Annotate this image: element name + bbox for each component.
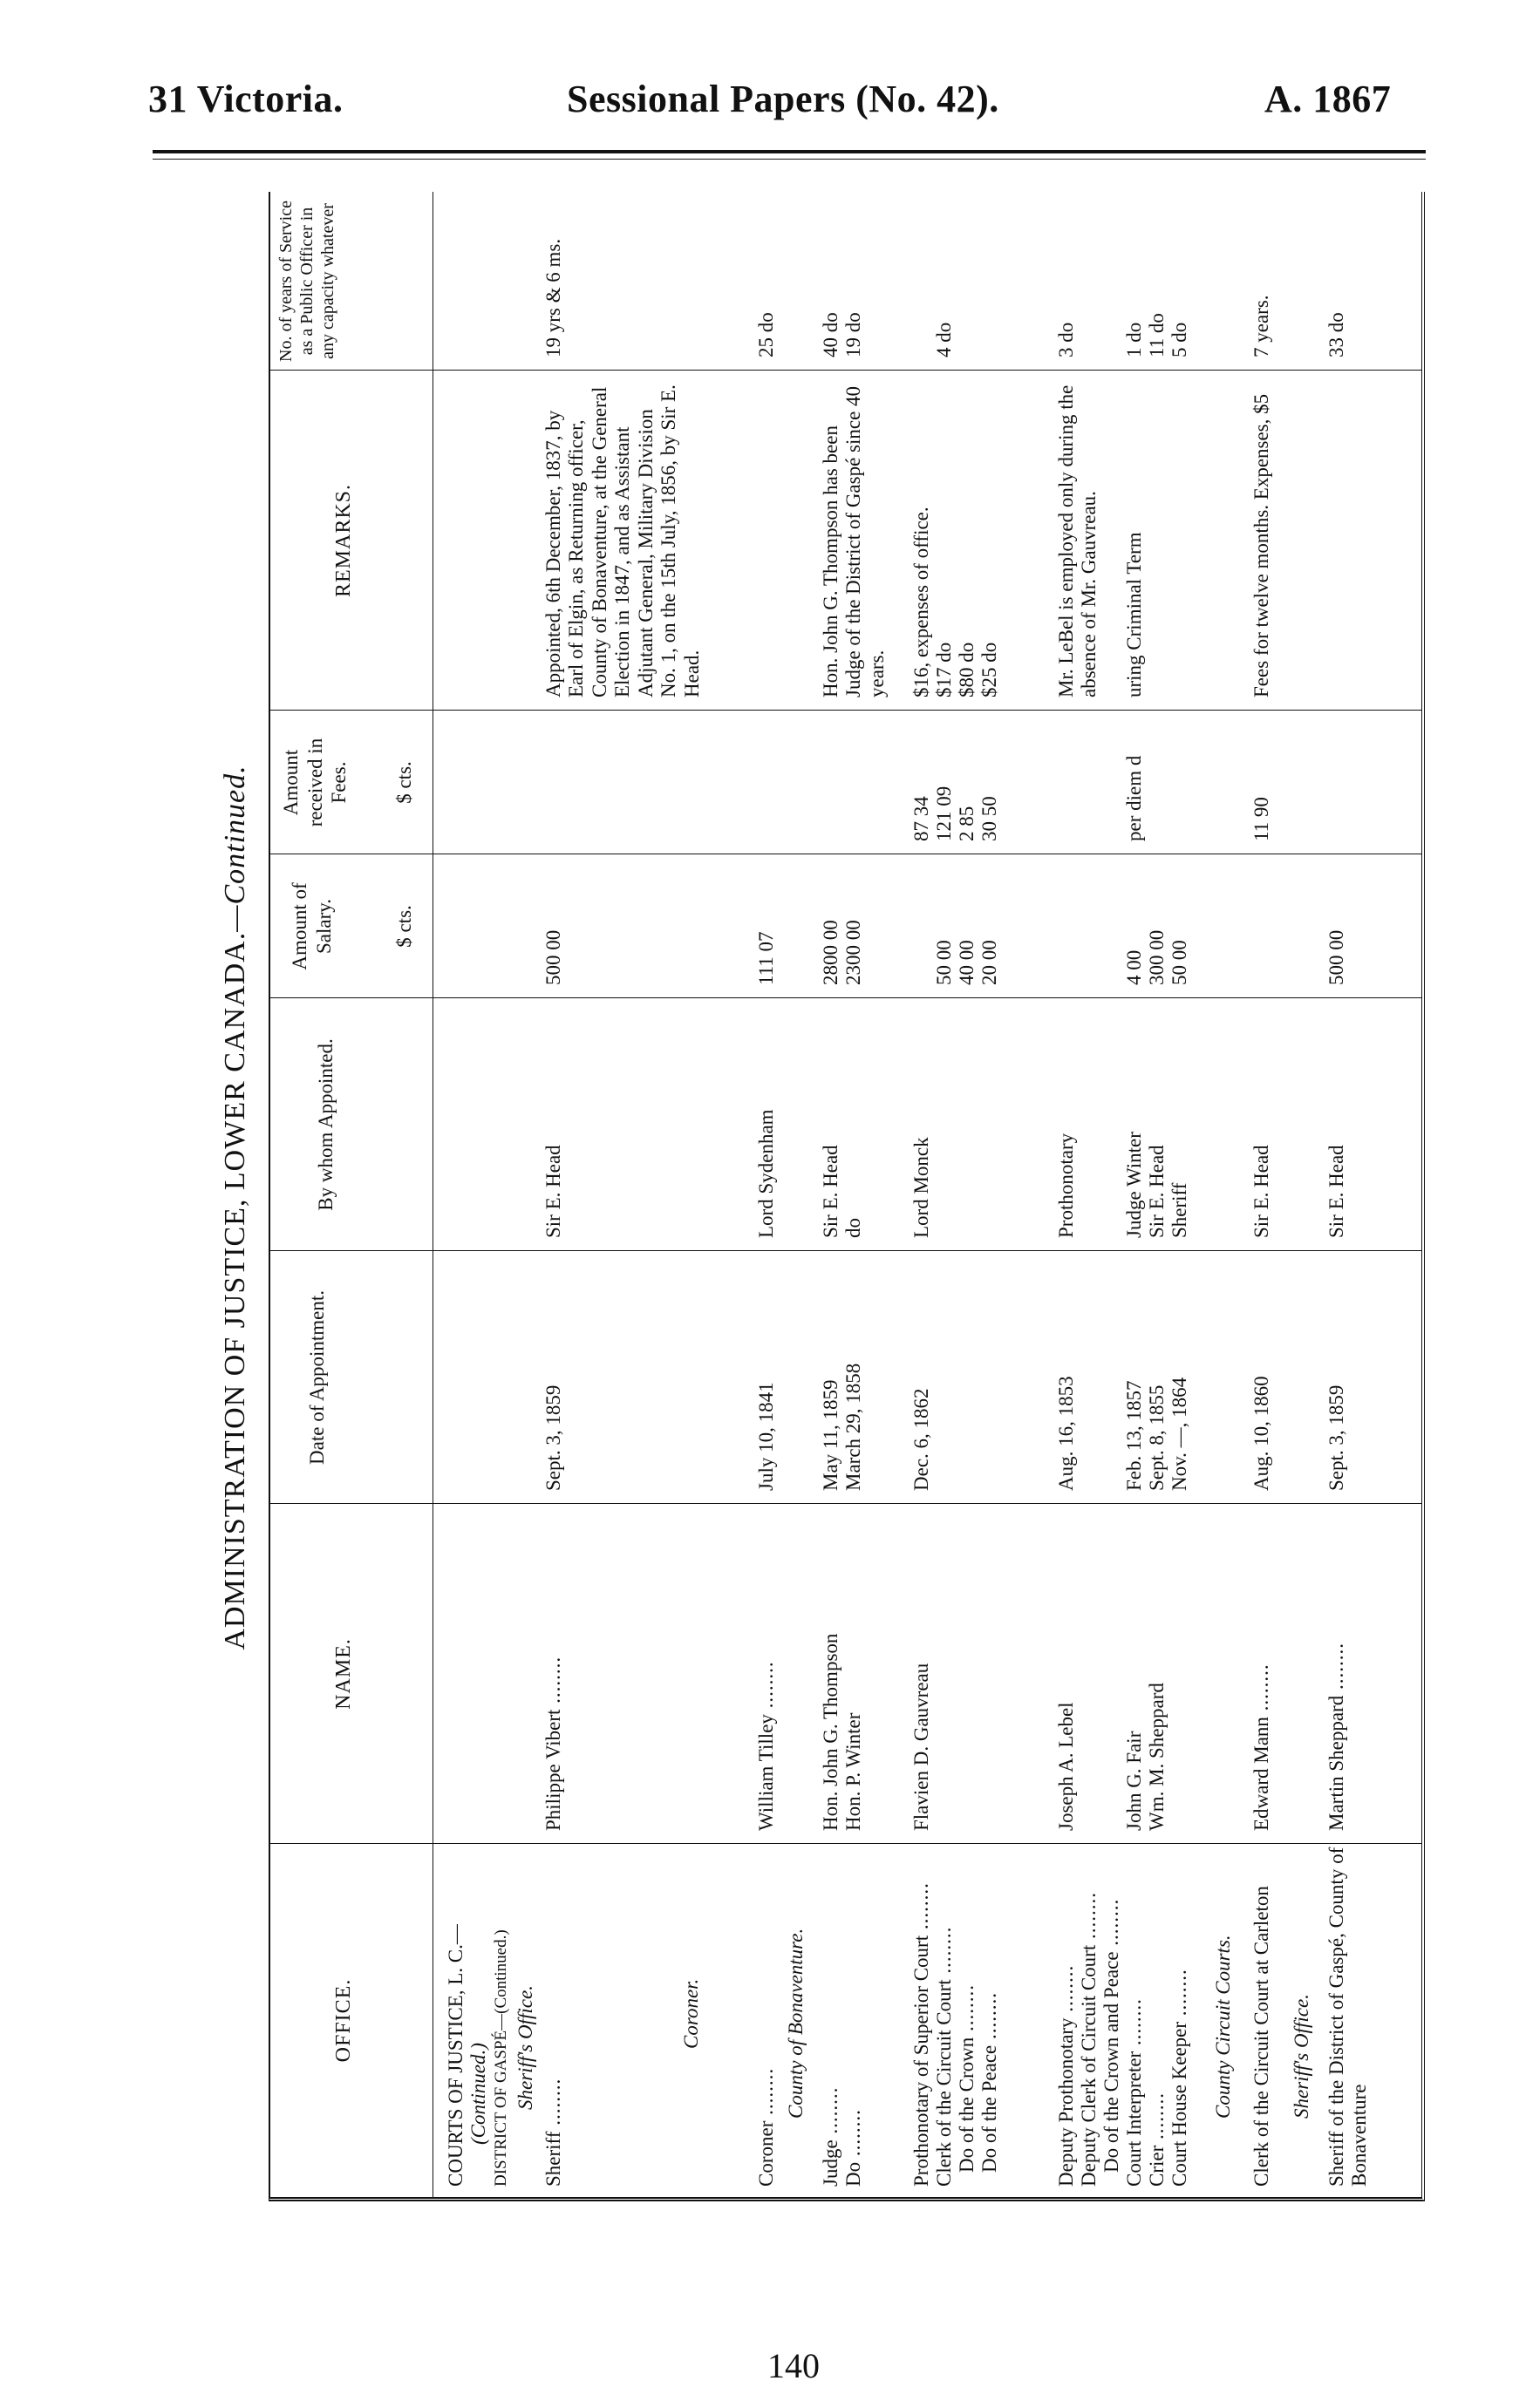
name-cell: Wm. M. Sheppard [1146,1683,1168,1831]
by-whom-cell: Sir E. Head [1250,1145,1272,1238]
date-cell: March 29, 1858 [842,1363,864,1491]
office-cell: Crier ..... [1146,2092,1168,2187]
remarks-cell: Appointed, 6th December, 1837, by Earl of Elgin, as Returning officer, County of Bonaventure, at the General Election in 1847, and as Assistant Adjutant General, Military Division No. 1, on the 15th July, 1856, by Sir E. Head. [542,384,703,697]
name-cell: Martin Sheppard ..... [1325,1643,1348,1831]
salary-unit: $ cts. [393,905,415,948]
office-cell: Coroner ..... [755,2068,778,2187]
office-cell: Prothonotary of Superior Court ..... [910,1882,933,2187]
column-header-salary: Amount of Salary. [289,882,335,970]
years-cell: 1 do [1123,322,1145,357]
office-cell: Do of the Crown ..... [956,1984,978,2187]
section-sheriffs-office-2: Sheriff's Office. [1291,1994,1312,2119]
by-whom-cell: Sheriff [1168,1182,1190,1238]
header-rule-thin [153,159,1426,160]
name-cell: Joseph A. Lebel [1055,1702,1077,1831]
office-cell: Court House Keeper ..... [1168,1969,1191,2187]
name-cell: Edward Mann ..... [1250,1663,1273,1831]
salary-cell: 20 00 [978,940,1000,985]
office-cell: Do ..... [842,2109,865,2187]
column-header-years: No. of years of Service as a Public Officer in any capacity whatever [276,201,337,362]
header-title: Sessional Papers (No. 42). [567,78,999,120]
fees-unit: $ cts. [393,761,415,804]
column-rule [270,1250,1421,1251]
date-cell: May 11, 1859 [820,1379,841,1491]
salary-cell: 2300 00 [842,920,864,985]
remarks-cell: $16, expenses of office. [910,507,932,697]
date-cell: Sept. 3, 1859 [542,1384,564,1491]
years-cell: 7 years. [1250,295,1272,357]
date-cell: July 10, 1841 [755,1382,777,1491]
salary-cell: 50 00 [933,940,955,985]
header-rule [153,150,1426,153]
salary-cell: 50 00 [1168,940,1190,985]
column-rule [270,997,1421,998]
column-rule [270,710,1421,711]
column-header-fees: Amount received in Fees. [280,738,351,827]
name-cell: Flavien D. Gauvreau [910,1663,932,1831]
date-cell: Aug. 10, 1860 [1250,1376,1272,1491]
section-district: DISTRICT OF GASPÉ—(Continued.) [492,1929,510,2187]
fees-cell: 87 34 [910,796,932,841]
fees-cell: 30 50 [978,796,1000,841]
section-bonaventure: County of Bonaventure. [785,1928,807,2119]
date-cell: Dec. 6, 1862 [910,1388,932,1491]
date-cell: Sept. 3, 1859 [1325,1384,1347,1491]
salary-cell: 500 00 [1325,929,1347,985]
salary-cell: 2800 00 [820,920,841,985]
office-cell: Sheriff ..... [542,2078,565,2187]
remarks-cell: Mr. LeBel is employed only during the absence of Mr. Gauvreau. [1055,384,1100,697]
years-cell: 19 do [842,312,864,357]
office-cell: Do of the Peace ..... [978,1992,1001,2187]
section-circuit-courts: County Circuit Courts. [1212,1935,1234,2119]
by-whom-cell: Prothonotary [1055,1133,1077,1238]
fees-cell: per diem d [1123,755,1145,841]
section-courts [445,1924,467,2187]
fees-cell: 2 85 [956,806,978,841]
column-header-by-whom: By whom Appointed. [315,1038,337,1211]
office-cell: Court Interpreter ..... [1123,1998,1146,2187]
column-header-remarks: REMARKS. [332,483,355,598]
salary-cell: 4 00 [1123,949,1145,985]
section-sheriffs-office: Sheriff's Office. [514,1985,536,2110]
years-cell: 4 do [933,322,955,357]
remarks-cell: $17 do [933,642,955,697]
years-cell: 40 do [820,312,841,357]
table-title [218,248,252,2167]
header-left: 31 Victoria. [148,78,344,120]
by-whom-cell: Lord Monck [910,1137,932,1238]
header-right: A. 1867 [1264,78,1392,120]
office-cell: Sheriff of the District of Gaspé, County of Bonaventure [1325,1847,1371,2187]
years-cell: 25 do [755,312,777,357]
column-header-date: Date of Appointment. [306,1290,328,1465]
remarks-cell: Hon. John G. Thompson has been Judge of the District of Gaspé since 40 years. [820,385,888,697]
by-whom-cell: Sir E. Head [542,1145,564,1238]
column-rule [270,370,1421,371]
name-cell: Hon. John G. Thompson [820,1633,841,1831]
remarks-cell: $80 do [956,642,978,697]
by-whom-cell: Lord Sydenham [755,1109,777,1238]
section-courts-title: COURTS OF JUSTICE, L. C.— [445,1924,467,2187]
column-header-office: OFFICE. [332,1978,355,2063]
salary-cell: 500 00 [542,929,564,985]
date-cell: Sept. 8, 1855 [1146,1384,1168,1491]
date-cell: Aug. 16, 1853 [1055,1376,1077,1491]
salary-cell: 300 00 [1146,929,1168,985]
name-cell: Philippe Vibert ..... [542,1656,565,1831]
date-cell: Nov. —, 1864 [1168,1377,1190,1491]
remarks-cell: Fees for twelve months. Expenses, $5 [1250,393,1272,697]
office-cell: Deputy Prothonotary ..... [1055,1965,1078,2187]
years-cell: 5 do [1168,322,1190,357]
office-cell: Deputy Clerk of Circuit Court ..... [1078,1892,1100,2187]
office-cell: Do of the Crown and Peace ..... [1100,1899,1123,2187]
by-whom-cell: Sir E. Head [1146,1145,1168,1238]
by-whom-cell: Sir E. Head [1325,1145,1347,1238]
years-cell: 3 do [1055,322,1077,357]
salary-cell: 111 07 [755,931,777,985]
years-cell: 11 do [1146,313,1168,357]
name-cell: William Tilley ..... [755,1661,778,1831]
by-whom-cell: Judge Winter [1123,1132,1145,1238]
table-title-continued: —Continued. [219,765,251,932]
fees-cell: 121 09 [933,786,955,841]
years-cell: 19 yrs & 6 ms. [542,238,564,357]
name-cell: John G. Fair [1123,1731,1145,1831]
remarks-cell: uring Criminal Term [1123,532,1145,697]
column-rule [270,1503,1421,1504]
office-cell: Clerk of the Circuit Court at Carleton [1250,1886,1272,2187]
office-cell: Judge ..... [820,2087,842,2187]
by-whom-cell: Sir E. Head [820,1145,841,1238]
name-cell: Hon. P. Winter [842,1712,864,1831]
page-number: 140 [767,2346,820,2385]
table-grid [269,192,1425,2201]
date-cell: Feb. 13, 1857 [1123,1380,1145,1491]
section-courts-continued: (Continued.) [467,2043,489,2145]
by-whom-cell: do [842,1218,864,1238]
column-header-name: NAME. [332,1638,355,1710]
section-coroner: Coroner. [680,1978,702,2049]
table-title-text: ADMINISTRATION OF JUSTICE, LOWER CANADA. [219,931,251,1650]
remarks-cell: $25 do [978,642,1000,697]
fees-cell: 11 90 [1250,797,1272,841]
salary-cell: 40 00 [956,940,978,985]
rotated-table [218,196,1439,2201]
years-cell: 33 do [1325,312,1347,357]
office-cell: Clerk of the Circuit Court ..... [933,1927,956,2187]
column-rule [270,1843,1421,1844]
